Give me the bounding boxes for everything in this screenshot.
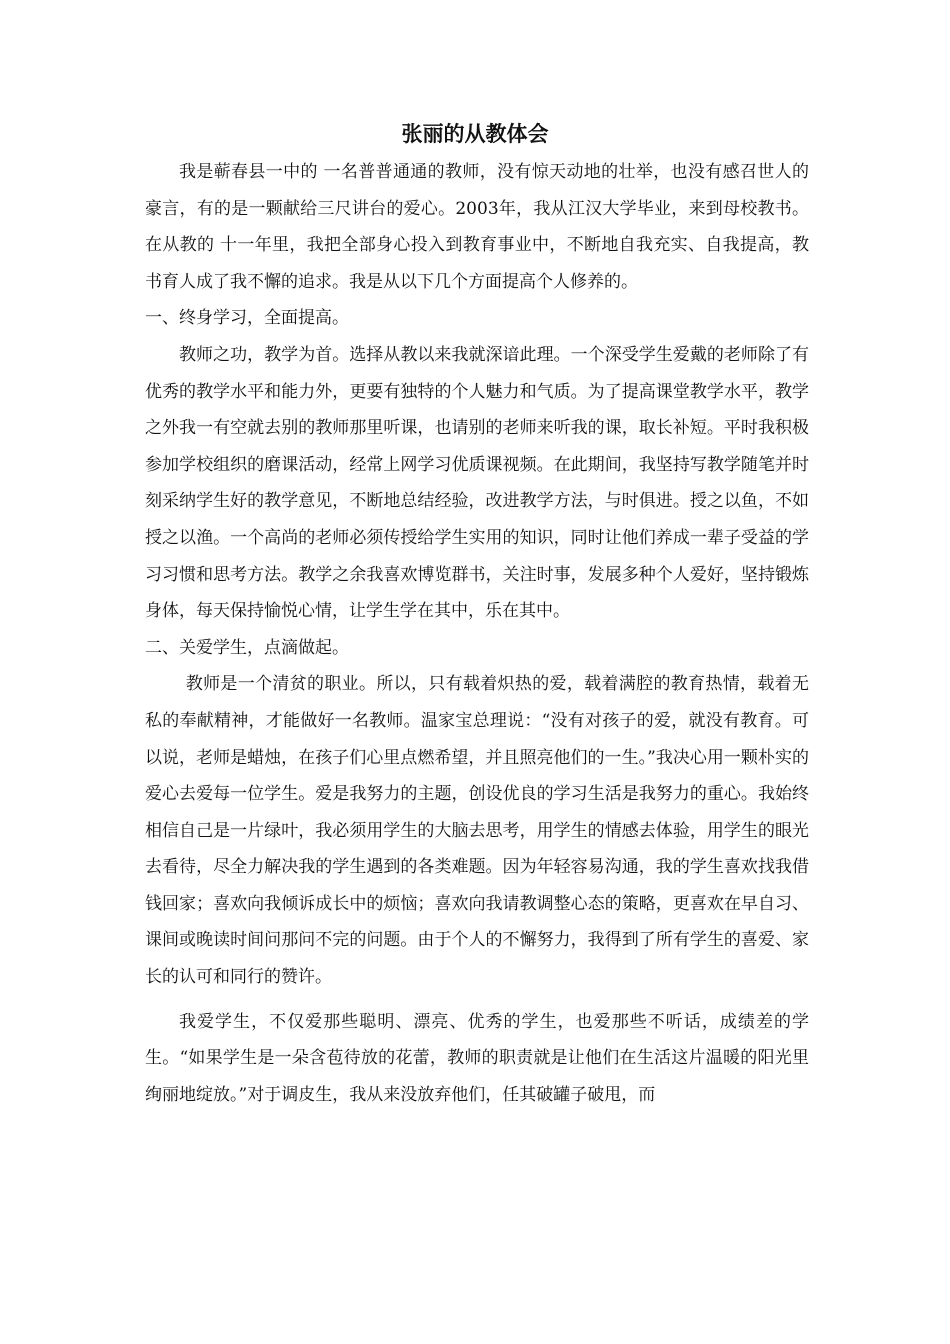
document-title: 张丽的从教体会 bbox=[401, 122, 549, 146]
paragraph-caring: 教师是一个清贫的职业。所以，只有载着炽热的爱，载着满腔的教育热情，载着无私的奉献精神，才能做好一名教师。温家宝总理说：“没有对孩子的爱，就没有教育。可以说，老师是蜡烛，在孩子们心里点燃希望，并且照亮他们的一生。”我决心用一颗朴实的爱心去爱每一位学生。爱是我努力的主题，创设优良的学习生活是我努力的重心。我始终相信自己是一片绿叶，我必须用学生的大脑去思考，用学生的情感去体验，用学生的眼光去看待，尽全力解决我的学生遇到的各类难题。因为年轻容易沟通，我的学生喜欢找我借钱回家；喜欢向我倾诉成长中的烦恼；喜欢向我请教调整心态的策略，更喜欢在早自习、课间或晚读时间问那问不完的问题。由于个人的不懈努力，我得到了所有学生的喜爱、家长的认可和同行的赞许。 bbox=[145, 674, 809, 988]
section-heading-1: 一、终身学习，全面提高。 bbox=[145, 308, 349, 329]
paragraph-intro: 我是蕲春县一中的 一名普普通通的教师，没有惊天动地的壮举，也没有感召世人的豪言，有的是一颗献给三尺讲台的爱心。2003年，我从江汉大学毕业，来到母校教书。在从教的 十一年里，我把全部身心投入到教育事业中，不断地自我充实、自我提高，教书育人成了我不懈的追求。我是从以下几个方面提高个人修养的。 bbox=[145, 162, 809, 292]
section-heading-2: 二、关爱学生，点滴做起。 bbox=[145, 637, 349, 658]
paragraph-love-students: 我爱学生，不仅爱那些聪明、漂亮、优秀的学生，也爱那些不听话，成绩差的学生。“如果学生是一朵含苞待放的花蕾，教师的职责就是让他们在生活这片温暖的阳光里绚丽地绽放。”对于调皮生，我从来没放弃他们，任其破罐子破甩，而 bbox=[145, 1011, 809, 1105]
document-body bbox=[145, 154, 809, 1113]
paragraph-learning: 教师之功，教学为首。选择从教以来我就深谙此理。一个深受学生爱戴的老师除了有优秀的教学水平和能力外，更要有独特的个人魅力和气质。为了提高课堂教学水平，教学之外我一有空就去别的教师那里听课，也请别的老师来听我的课，取长补短。平时我积极参加学校组织的磨课活动，经常上网学习优质课视频。在此期间，我坚持写教学随笔并时刻采纳学生好的教学意见，不断地总结经验，改进教学方法，与时俱进。授之以鱼，不如授之以渔。一个高尚的老师必须传授给学生实用的知识，同时让他们养成一辈子受益的学习习惯和思考方法。教学之余我喜欢博览群书，关注时事，发展多种个人爱好，坚持锻炼身体，每天保持愉悦心情，让学生学在其中，乐在其中。 bbox=[145, 344, 809, 622]
